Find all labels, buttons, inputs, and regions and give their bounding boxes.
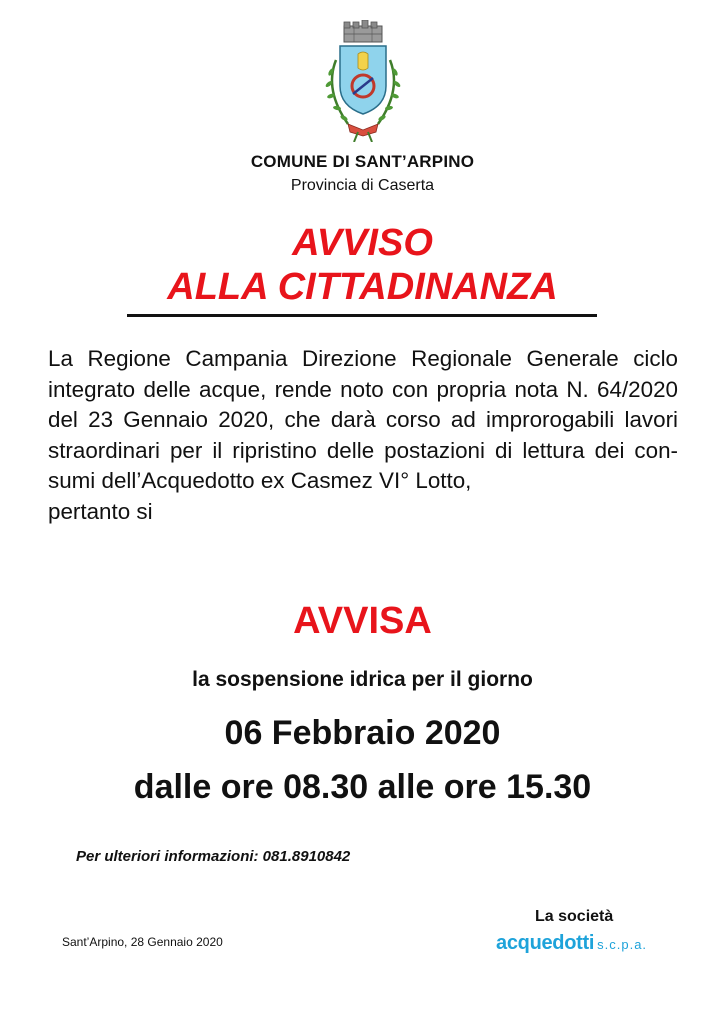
municipal-crest-icon [318,20,408,142]
title-line-2: ALLA CITTADINANZA [167,266,558,308]
place-and-date: Sant’Arpino, 28 Gennaio 2020 [62,935,223,949]
suspension-text: la sospensione idrica per il giorno [192,668,533,691]
title-underline [127,314,597,317]
avvisa-heading: AVVISA [293,600,432,642]
suspension-date: 06 Febbraio 2020 [224,714,501,752]
suspension-hours: dalle ore 08.30 alle ore 15.30 [133,768,592,806]
provincia-name: Provincia di Caserta [290,177,435,194]
notice-body [48,344,678,527]
comune-name: COMUNE DI SANT’ARPINO [250,152,475,171]
acquedotti-logo-word: acquedotti [496,932,595,954]
acquedotti-logo [496,932,647,955]
acquedotti-logo-suffix: s.c.p.a. [597,937,648,952]
notice-body-main: La Regione Campania Direzione Regionale Generale ciclo integrato delle acque, rende noto con propria nota N. 64/2020 del 23 Gennaio 2020, che darà corso ad improrogabili lavori straordinari per il ripristino delle postazioni di lettura dei con-sumi dell’Acquedotto ex Casmez VI° Lotto, [48,346,678,493]
info-line: Per ulteriori informazioni: 081.8910842 [76,848,351,865]
societa-label: La società [535,908,614,925]
title-line-1: AVVISO [292,222,433,264]
notice-body-last-line: pertanto si [48,498,153,524]
